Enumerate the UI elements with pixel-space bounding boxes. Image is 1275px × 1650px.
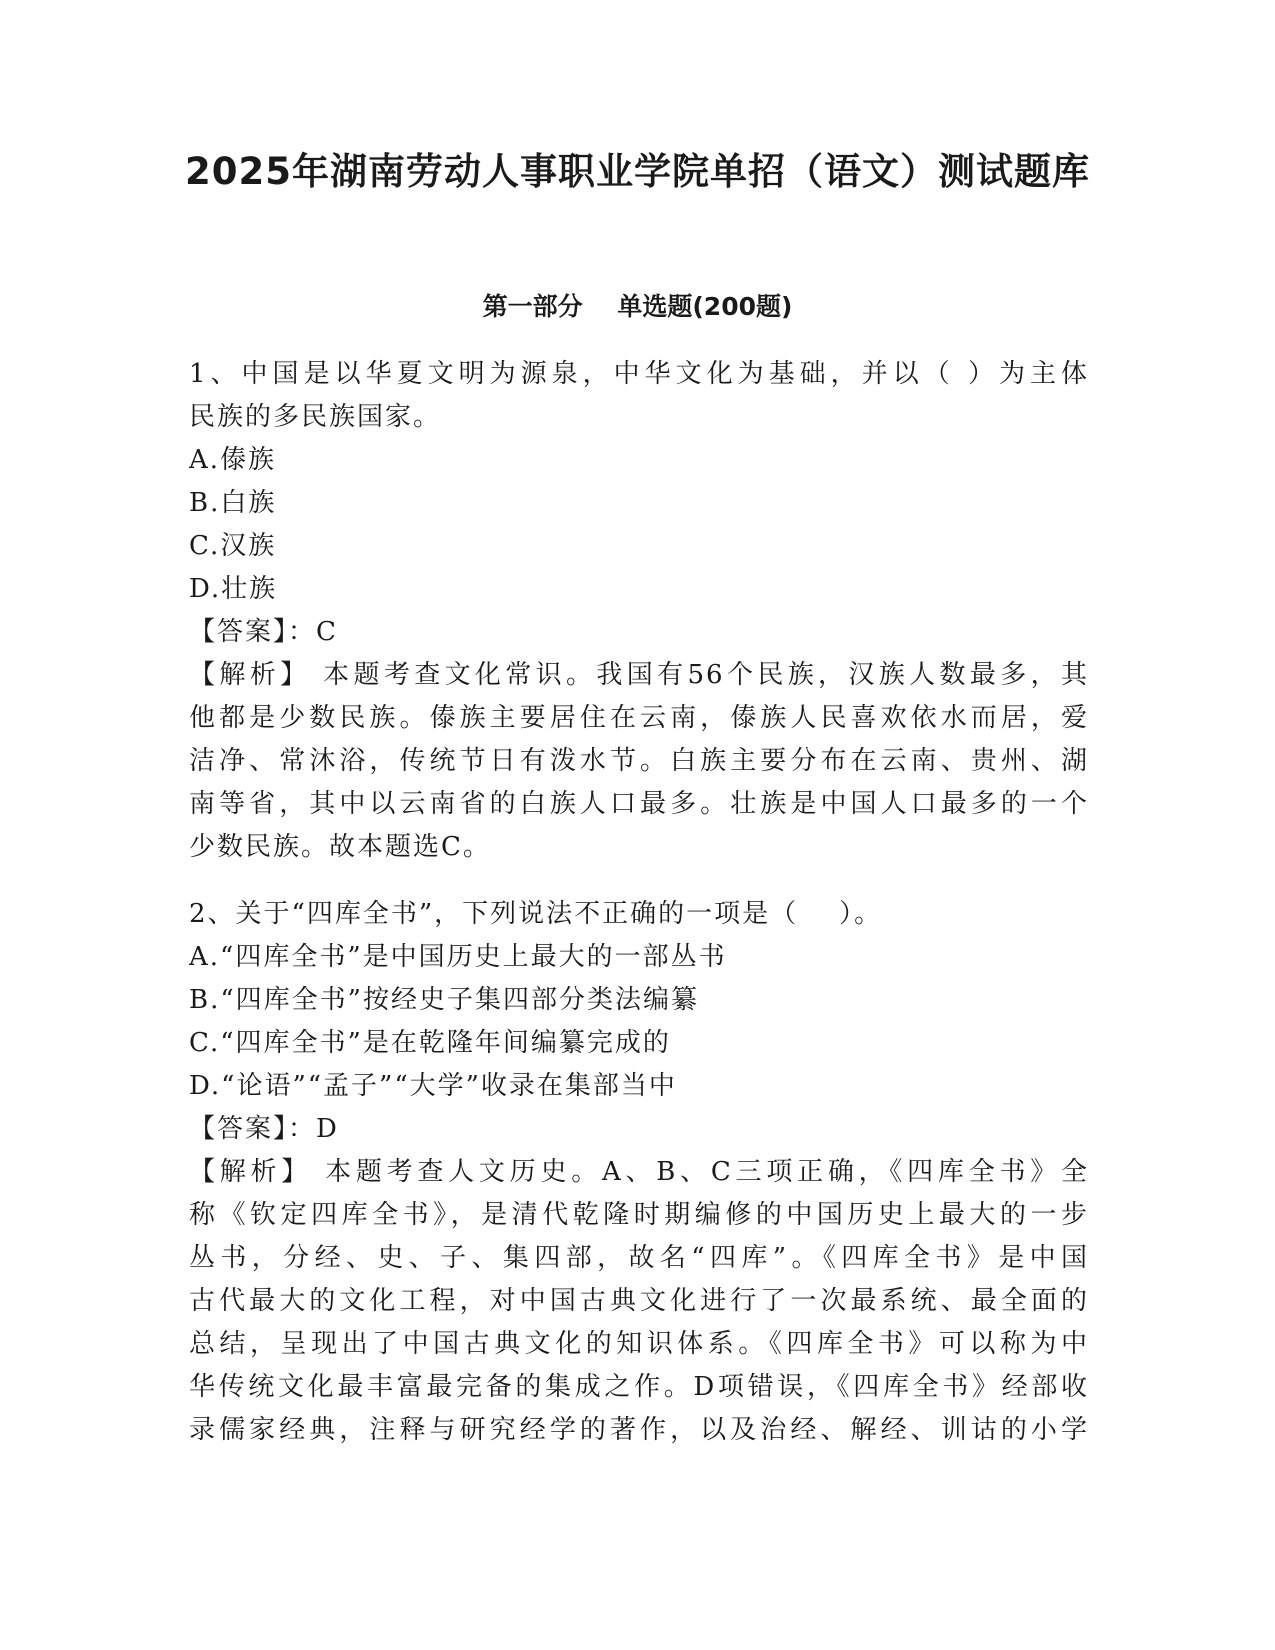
- analysis-line: 洁净、常沐浴，传统节日有泼水节。白族主要分布在云南、贵州、湖: [189, 746, 1089, 776]
- analysis-line: 丛书，分经、史、子、集四部，故名“四库”。《四库全书》是中国: [189, 1243, 1089, 1273]
- option-b: B.“四库全书”按经史子集四部分类法编纂: [189, 985, 699, 1015]
- question-2: [189, 893, 1089, 1452]
- question-stem-line: 1、中国是以华夏文明为源泉，中华文化为基础，并以（ ）为主体: [189, 359, 1089, 389]
- analysis-line: 录儒家经典，注释与研究经学的著作，以及治经、解经、训诂的小学: [189, 1415, 1089, 1445]
- analysis-line: 古代最大的文化工程，对中国古典文化进行了一次最系统、最全面的: [189, 1286, 1089, 1316]
- analysis-line: 总结，呈现出了中国古典文化的知识体系。《四库全书》可以称为中: [189, 1329, 1089, 1359]
- analysis-line: 华传统文化最丰富最完备的集成之作。D项错误，《四库全书》经部收: [189, 1372, 1089, 1402]
- question-stem-line: 2、关于“四库全书”，下列说法不正确的一项是（ ）。: [189, 899, 883, 929]
- document-title: 2025年湖南劳动人事职业学院单招（语文）测试题库: [185, 150, 1090, 193]
- analysis-line: 【解析】 本题考查文化常识。我国有56个民族，汉族人数最多，其: [189, 660, 1089, 690]
- analysis-line: 少数民族。故本题选C。: [189, 832, 491, 862]
- question-stem-line: 民族的多民族国家。: [189, 402, 442, 432]
- option-a: A.傣族: [189, 445, 277, 475]
- analysis-line: 【解析】 本题考查人文历史。A、B、C三项正确，《四库全书》全: [189, 1157, 1089, 1187]
- option-d: D.“论语”“孟子”“大学”收录在集部当中: [189, 1071, 677, 1101]
- answer-line: 【答案】：D: [189, 1114, 339, 1144]
- answer-line: 【答案】：C: [189, 617, 338, 647]
- option-d: D.壮族: [189, 574, 278, 604]
- question-1: [189, 353, 1089, 869]
- option-b: B.白族: [189, 488, 277, 518]
- analysis-line: 他都是少数民族。傣族主要居住在云南，傣族人民喜欢依水而居，爱: [189, 703, 1089, 733]
- option-c: C.汉族: [189, 531, 277, 561]
- analysis-line: 南等省，其中以云南省的白族人口最多。壮族是中国人口最多的一个: [189, 789, 1089, 819]
- option-a: A.“四库全书”是中国历史上最大的一部丛书: [189, 942, 727, 972]
- option-c: C.“四库全书”是在乾隆年间编纂完成的: [189, 1028, 671, 1058]
- analysis-line: 称《钦定四库全书》，是清代乾隆时期编修的中国历史上最大的一步: [189, 1200, 1089, 1230]
- section-title: 第一部分 单选题(200题): [482, 292, 793, 321]
